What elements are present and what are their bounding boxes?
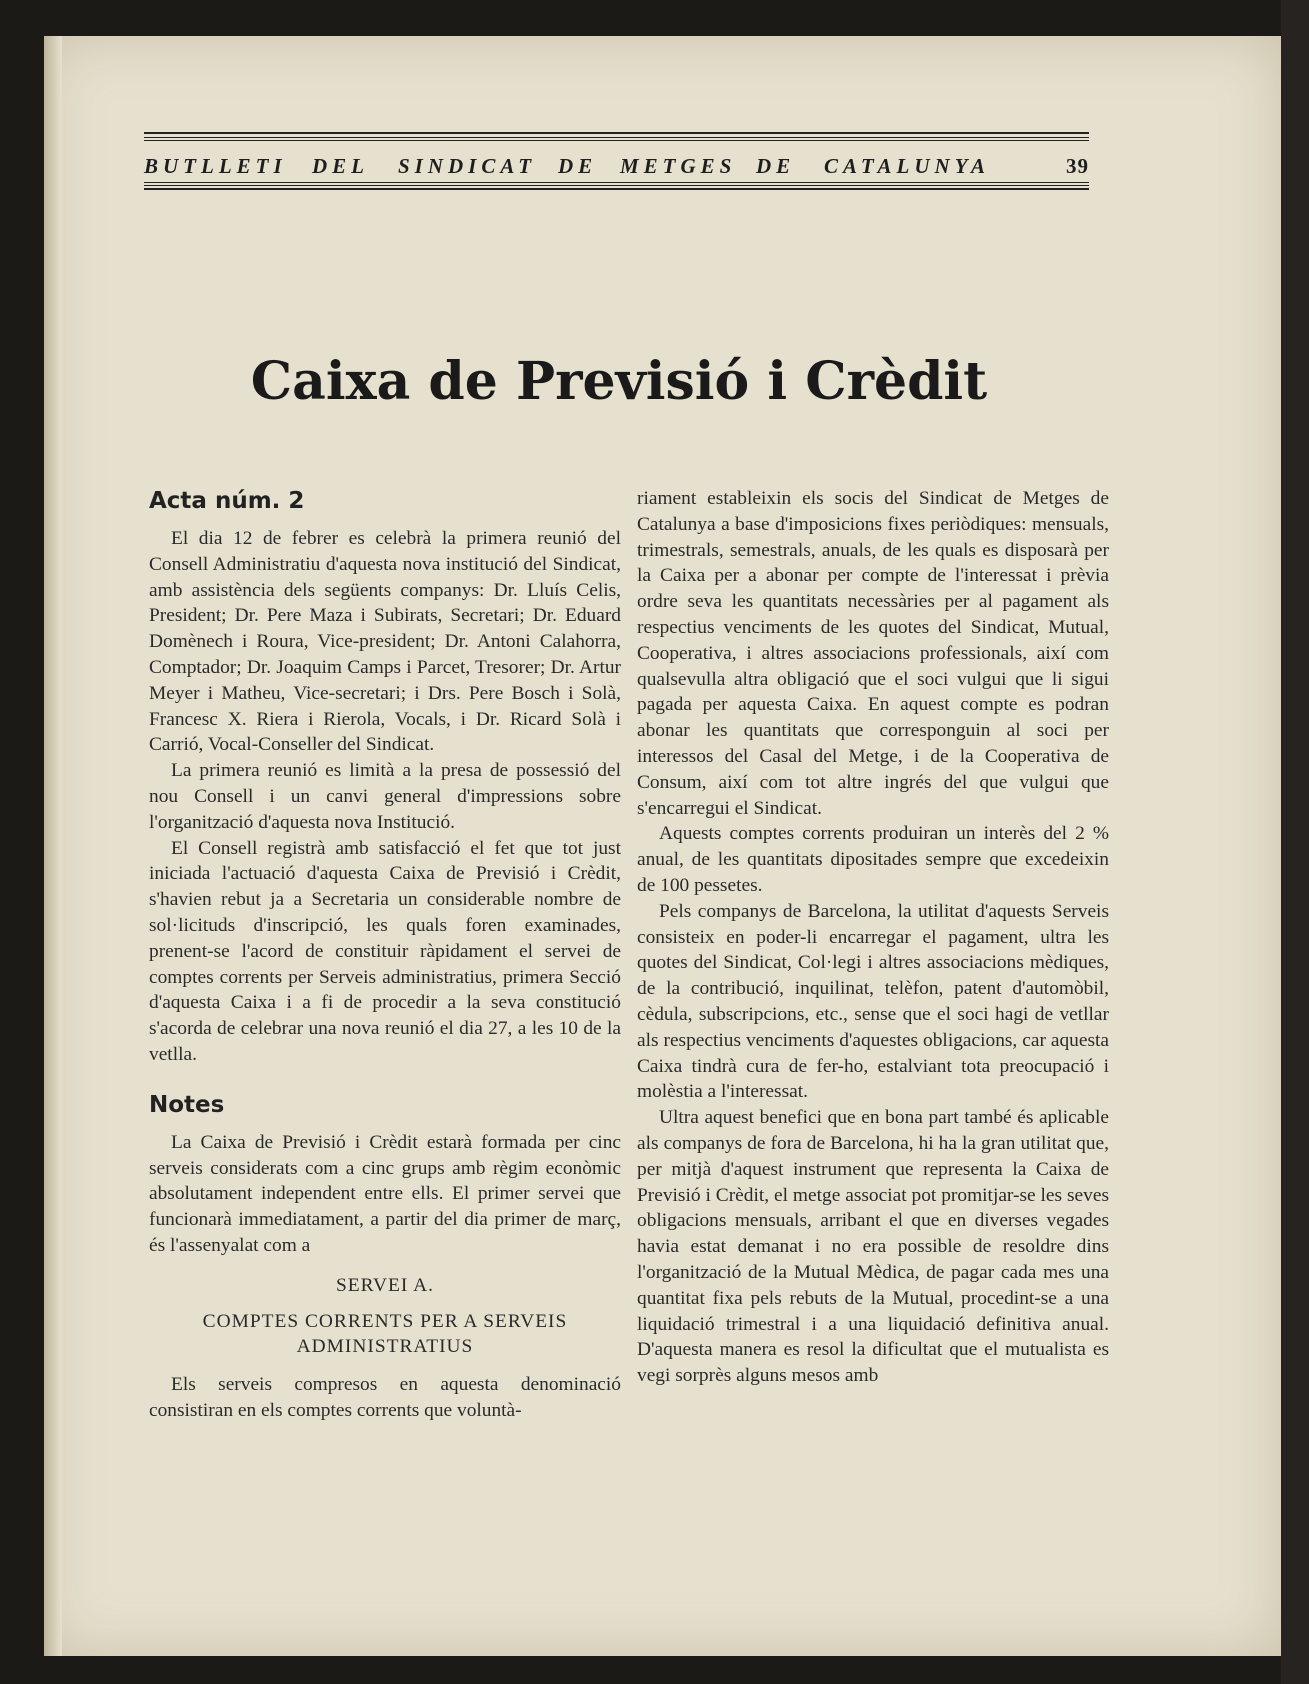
- running-head-word: CATALUNYA: [824, 154, 990, 178]
- left-column: [149, 486, 621, 1424]
- right-column: [637, 486, 1109, 1389]
- scan-background: [1281, 0, 1309, 1684]
- journal-page: [44, 36, 1281, 1656]
- page-number: 39: [1066, 154, 1089, 178]
- running-head-word: METGES: [620, 154, 737, 178]
- paragraph: riament estableixin els socis del Sindicat de Metges de Catalunya a base d'imposicions fixes periòdiques: mensuals, trimestrals, semestrals, anuals, de les quals es disposarà per la Caixa per a abonar per compte de l'interessat i prèvia ordre seva les quantitats necessàries per al pagament als respectius venciments de les quotes del Sindicat, Mutual, Cooperativa, i altres associacions professionals, així com qualsevulla altra obligació que el soci vulgui que li sigui pagada per aquesta Caixa. En aquest compte es podran abonar les quantitats que corresponguin al soci per interessos del Casal del Metge, i de la Cooperativa de Consum, així com tot altre ingrés del que vulgui que s'encarregui el Sindicat.: [637, 488, 1109, 819]
- paragraph: El dia 12 de febrer es celebrà la primera reunió del Consell Administratiu d'aquesta nova institució del Sindicat, amb assistència dels següents companys: Dr. Lluís Celis, President; Dr. Pere Maza i Subirats, Secretari; Dr. Eduard Domènech i Roura, Vice-president; Dr. Antoni Calahorra, Comptador; Dr. Joaquim Camps i Parcet, Tresorer; Dr. Artur Meyer i Matheu, Vice-secretari; i Drs. Pere Bosch i Solà, Francesc X. Riera i Rierola, Vocals, i Dr. Ricard Solà i Carrió, Vocal-Conseller del Sindicat.: [149, 528, 621, 756]
- running-head-word: BUTLLETI: [144, 154, 287, 178]
- paragraph: Ultra aquest benefici que en bona part també és aplicable als companys de fora de Barcelona, hi ha la gran utilitat que, per mitjà d'aquest instrument que representa la Caixa de Previsió i Crèdit, el metge associat pot promitjar-se les seves obligacions mensuals, arribant el que en diverses vegades havia estat demanat i no era possible de resoldre dins l'organització de la Mutual Mèdica, de pagar cada mes una quantitat fixa pels rebuts de la Mutual, procedint-se a una liquidació trimestral i a una liquidació definitiva anual. D'aquesta manera es resol la dificultat que el mutualista es vegi sorprès alguns mesos amb: [637, 1107, 1109, 1387]
- paragraph: Pels companys de Barcelona, la utilitat d'aquests Serveis consisteix en poder-li encarregar el pagament, ultra les quotes del Sindicat, Col·legi i altres associacions mèdiques, de la contribució, inquilinat, telèfon, patent d'automòbil, cèdula, subscripcions, etc., sense que el soci hagi de vetllar als respectius venciments d'aquestes obligacions, car aquesta Caixa tindrà cura de fer-ho, estalviant tota preocupació i molèstia a l'interessat.: [637, 900, 1109, 1103]
- paragraph: La Caixa de Previsió i Crèdit estarà formada per cinc serveis considerats com a cinc grups amb règim econòmic absolutament independent entre ells. El primer servei que funcionarà immediatament, a partir del dia primer de març, és l'assenyalat com a: [149, 1131, 621, 1256]
- running-head-word: DE: [756, 154, 796, 178]
- running-head-word: DE: [558, 154, 598, 178]
- paragraph: Els serveis compresos en aquesta denominació consistiran en els comptes corrents que voluntà-: [149, 1374, 621, 1421]
- running-head: [144, 154, 1089, 184]
- comptes-heading: COMPTES CORRENTS PER A SERVEIS ADMINISTRATIUS: [202, 1310, 568, 1358]
- page-gutter-shadow: [44, 36, 62, 1656]
- notes-heading: Notes: [149, 1091, 225, 1118]
- servei-heading: SERVEI A.: [336, 1274, 434, 1296]
- paragraph: El Consell registrà amb satisfacció el fet que tot just iniciada l'actuació d'aquesta Caixa de Previsió i Crèdit, s'havien rebut ja a Secretaria un considerable nombre de sol·licituds d'inscripció, les quals foren examinades, prenent-se l'acord de constituir ràpidament el servei de comptes corrents per Serveis administratius, primera Secció d'aquesta Caixa i a fi de procedir a la seva constitució s'acorda de celebrar una nova reunió el dia 27, a les 10 de la vetlla.: [149, 837, 621, 1065]
- paragraph: Aquests comptes corrents produiran un interès del 2 % anual, de les quantitats dipositades sempre que excedeixin de 100 pessetes.: [637, 823, 1109, 896]
- acta-heading: Acta núm. 2: [149, 488, 305, 514]
- article-title: Caixa de Previsió i Crèdit: [250, 351, 988, 412]
- running-head-word: DEL: [312, 154, 369, 178]
- running-head-word: SINDICAT: [398, 154, 537, 178]
- paragraph: La primera reunió es limità a la presa de possessió del nou Consell i un canvi general d'impressions sobre l'organització d'aquesta nova Institució.: [149, 760, 621, 833]
